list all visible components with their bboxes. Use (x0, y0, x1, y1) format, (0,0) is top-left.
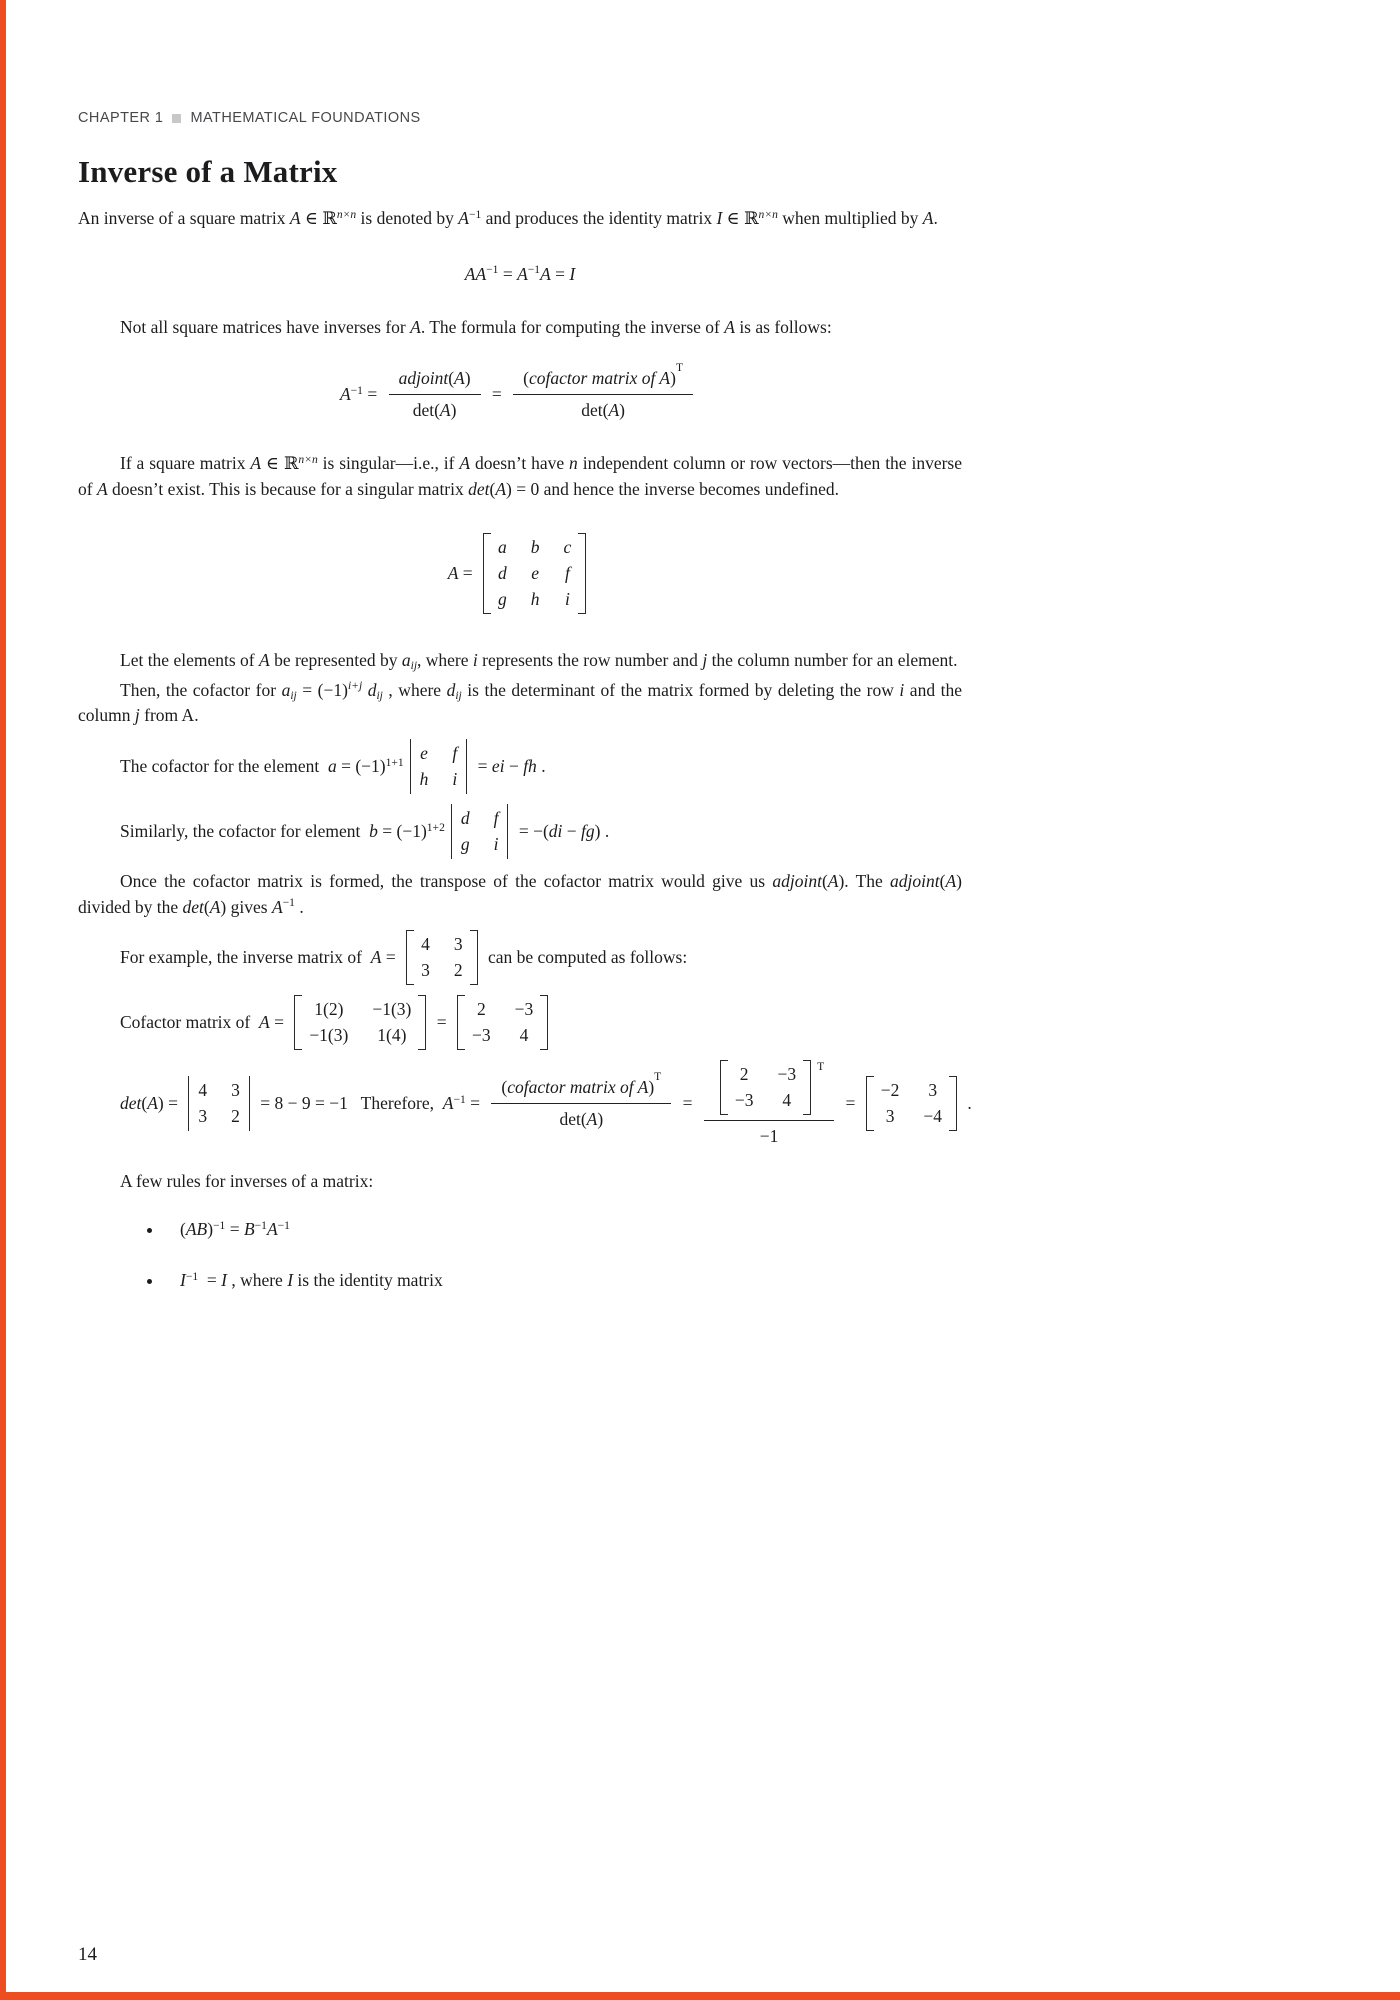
fraction-numerator: ( cofactor matrix of A ) T (491, 1077, 671, 1104)
transpose-superscript: T (817, 1061, 825, 1074)
equals-sign: = (678, 1093, 697, 1114)
rule-text: $(AB)^{-1} = B^{-1}A^{-1}$ (180, 1219, 290, 1240)
fraction-denominator: det(A) (412, 400, 457, 421)
equation-inverse-formula (78, 362, 962, 421)
paragraph-intro: An inverse of a square matrix A ∈ ℝ$^{n\times n}$ is denoted by $A^{-1}$ and produces the identity matrix I ∈ ℝ$^{n\times n}$ when multiplied by A. (78, 208, 938, 228)
rule-item-identity-inverse (164, 1270, 962, 1291)
page-title: Inverse of a Matrix (78, 154, 338, 189)
chapter-title: MATHEMATICAL FOUNDATIONS (190, 110, 421, 126)
fraction-cofactor-transpose (491, 1071, 671, 1130)
example-prefix: For example, the inverse matrix of A = (120, 947, 401, 968)
rules-intro: A few rules for inverses of a matrix: (120, 1171, 374, 1192)
matrix-cofactor-expanded: 1(2) −1(3) −1(3) 1(4) (294, 995, 426, 1050)
rule-text: $I^{-1} = I$ , where I is the identity matrix (180, 1270, 443, 1291)
cofactor-a-result: = ei − fh . (473, 756, 546, 777)
fraction-denominator: det(A) (559, 1109, 604, 1130)
det-prefix: det(A) = (120, 1093, 183, 1114)
page-edge-accent-bottom (0, 1992, 1400, 2000)
rules-list (78, 1219, 962, 1291)
fraction-adjoint-over-det (389, 368, 481, 421)
page-edge-accent-left (0, 0, 6, 2000)
page-number: 14 (78, 1944, 97, 1965)
cofactor-b-line (120, 804, 962, 859)
equals-sign: = (841, 1093, 860, 1114)
rule-item-product-inverse (164, 1219, 962, 1240)
matrix-definition-line (78, 533, 962, 614)
fraction-cofactor-over-det (513, 362, 693, 421)
fraction-numerator: ( cofactor matrix of A ) T (513, 368, 693, 395)
running-header (78, 110, 962, 126)
paragraph-adjoint-transpose: Once the cofactor matrix is formed, the transpose of the cofactor matrix would give us adjoint(A). The adjoint(A) divided by the det(A) gives $A^{-1}$ . (78, 871, 962, 917)
example-matrix-line (120, 930, 962, 985)
equation-identity-text: $AA^{-1} = A^{-1}A = I$ (464, 263, 576, 284)
cofactor-a-line (120, 739, 962, 794)
fraction-numerator: adjoint ( A ) (389, 368, 481, 395)
chapter-separator-icon (172, 114, 181, 123)
paragraph-singular-matrix: If a square matrix A ∈ ℝ$^{n\times n}$ is singular—i.e., if A doesn’t have n independent column or row vectors—then the inverse of A doesn’t exist. This is because for a singular matrix det(A) = 0 and hence the inverse becomes undefined. (78, 453, 963, 500)
paragraph-not-all-inverses: Not all square matrices have inverses for A. The formula for computing the inverse of A is as follows: (120, 316, 832, 337)
paragraph-elements-representation: Let the elements of A be represented by aij, where i represents the row number and j the column number for an element. (120, 649, 958, 673)
matrix-a-3x3: a b c d e f g h i (483, 533, 586, 614)
fraction-denominator: det(A) (581, 400, 625, 421)
cofactor-a-prefix: The cofactor for the element $a = (-1)^{1+1}$ (120, 756, 404, 777)
chapter-label: CHAPTER 1 (78, 110, 164, 126)
matrix-cofactor-result: 2 −3 −3 4 (457, 995, 548, 1050)
paragraph-cofactor-definition: Then, the cofactor for aij = $(-1)^{i+j}$ dij , where dij is the determinant of the matrix formed by deleting the row i and the column j from A. (78, 679, 962, 726)
determinant-example-line (120, 1060, 1200, 1147)
equation-identity (78, 264, 962, 285)
cofactor-b-result: = −(di − fg) . (514, 821, 610, 842)
matrix-definition-lhs: A = (447, 562, 478, 583)
fraction-matrix-over-neg1 (704, 1060, 834, 1147)
det-mid-text: = 8 − 9 = −1 Therefore, $A^{-1}$ = (255, 1093, 485, 1114)
equation-lhs: $A^{-1}$ = (339, 384, 382, 405)
cofactor-matrix-prefix: Cofactor matrix of A = (120, 1012, 289, 1033)
cofactor-b-prefix: Similarly, the cofactor for element $b = (-1)^{1+2}$ (120, 821, 445, 842)
book-page (78, 110, 972, 1321)
fraction-denominator: −1 (759, 1126, 779, 1147)
period: . (963, 1093, 972, 1114)
equals-sign: = (487, 384, 507, 405)
example-suffix: can be computed as follows: (483, 947, 688, 968)
fraction-numerator (704, 1060, 834, 1121)
matrix-cofactor-result: 2 −3 −3 4 (720, 1060, 811, 1115)
matrix-4-3-3-2: 4 3 3 2 (406, 930, 478, 985)
determinant-df-gi: d f g i (451, 804, 509, 859)
determinant-ef-hi: e f h i (410, 739, 468, 794)
equals-sign: = (432, 1012, 451, 1033)
determinant-4-3-3-2: 4 3 3 2 (188, 1076, 250, 1131)
cofactor-matrix-line (120, 995, 962, 1050)
matrix-inverse-result: −2 3 3 −4 (866, 1076, 957, 1131)
